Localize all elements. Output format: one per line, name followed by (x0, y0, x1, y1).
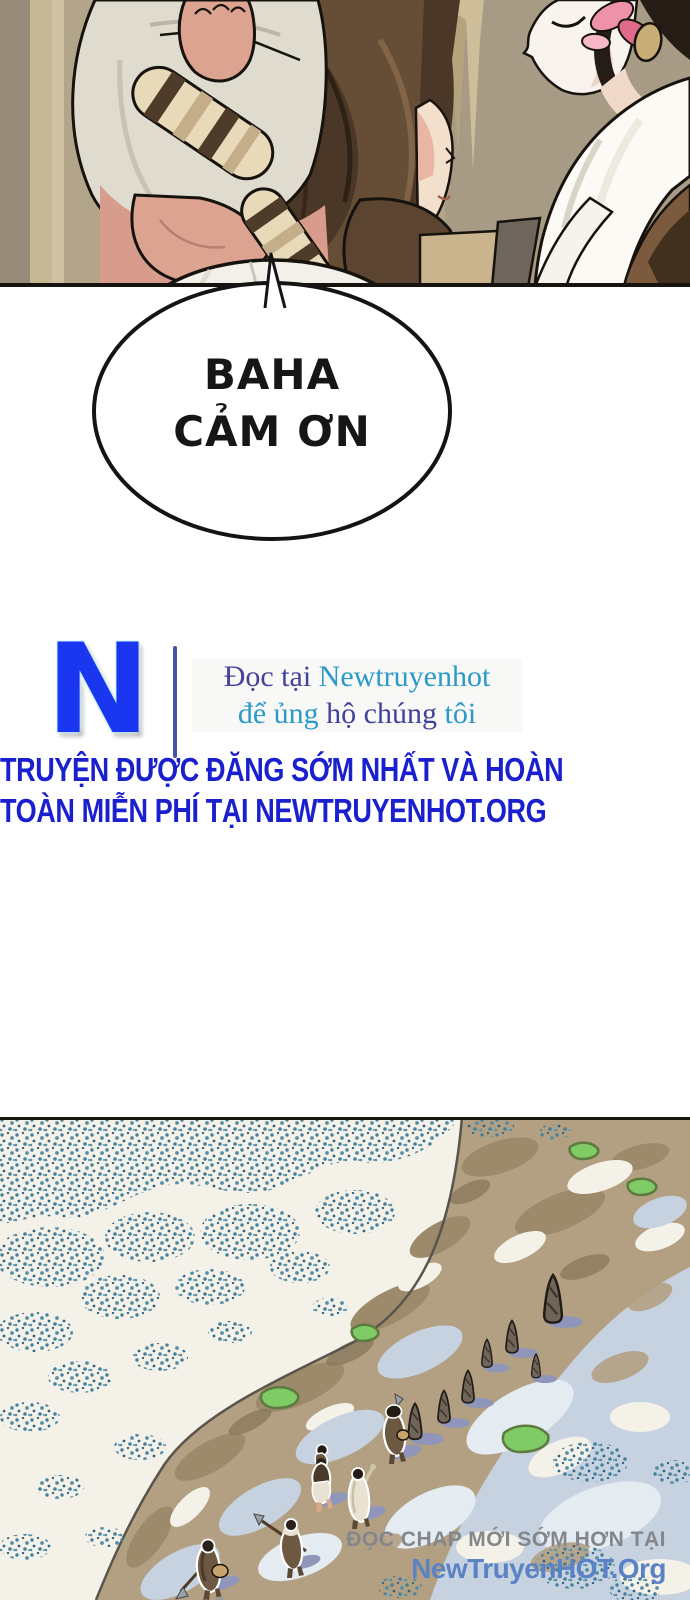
promo-tagline (192, 658, 522, 732)
bubble-line-1: BAHA (203, 350, 341, 399)
site-logo-n (44, 618, 152, 762)
promo-banner (0, 749, 564, 831)
tagline-line-1: Đọc tại Newtruyenhot (223, 660, 491, 693)
footer-watermark (336, 1528, 666, 1586)
bubble-tail (265, 254, 285, 308)
tagline-line-2: để ủng hộ chúng tôi (237, 697, 477, 730)
logo-divider-line (173, 646, 177, 758)
banner-line-2: TOÀN MIỄN PHÍ TẠI NEWTRUYENHOT.ORG (0, 792, 547, 829)
footer-watermark-line1: ĐỌC CHAP MỚI SỚM HƠN TẠI (346, 1528, 666, 1551)
site-name-text: Newtruyenhot (318, 660, 491, 693)
bubble-line-2: CẢM ƠN (173, 407, 371, 456)
footer-watermark-site: NewTruyenHOT.Org (411, 1553, 666, 1584)
speech-bubble-text (88, 346, 456, 460)
banner-line-1: TRUYỆN ĐƯỢC ĐĂNG SỚM NHẤT VÀ HOÀN (0, 751, 564, 788)
logo-letter: N (46, 618, 150, 762)
